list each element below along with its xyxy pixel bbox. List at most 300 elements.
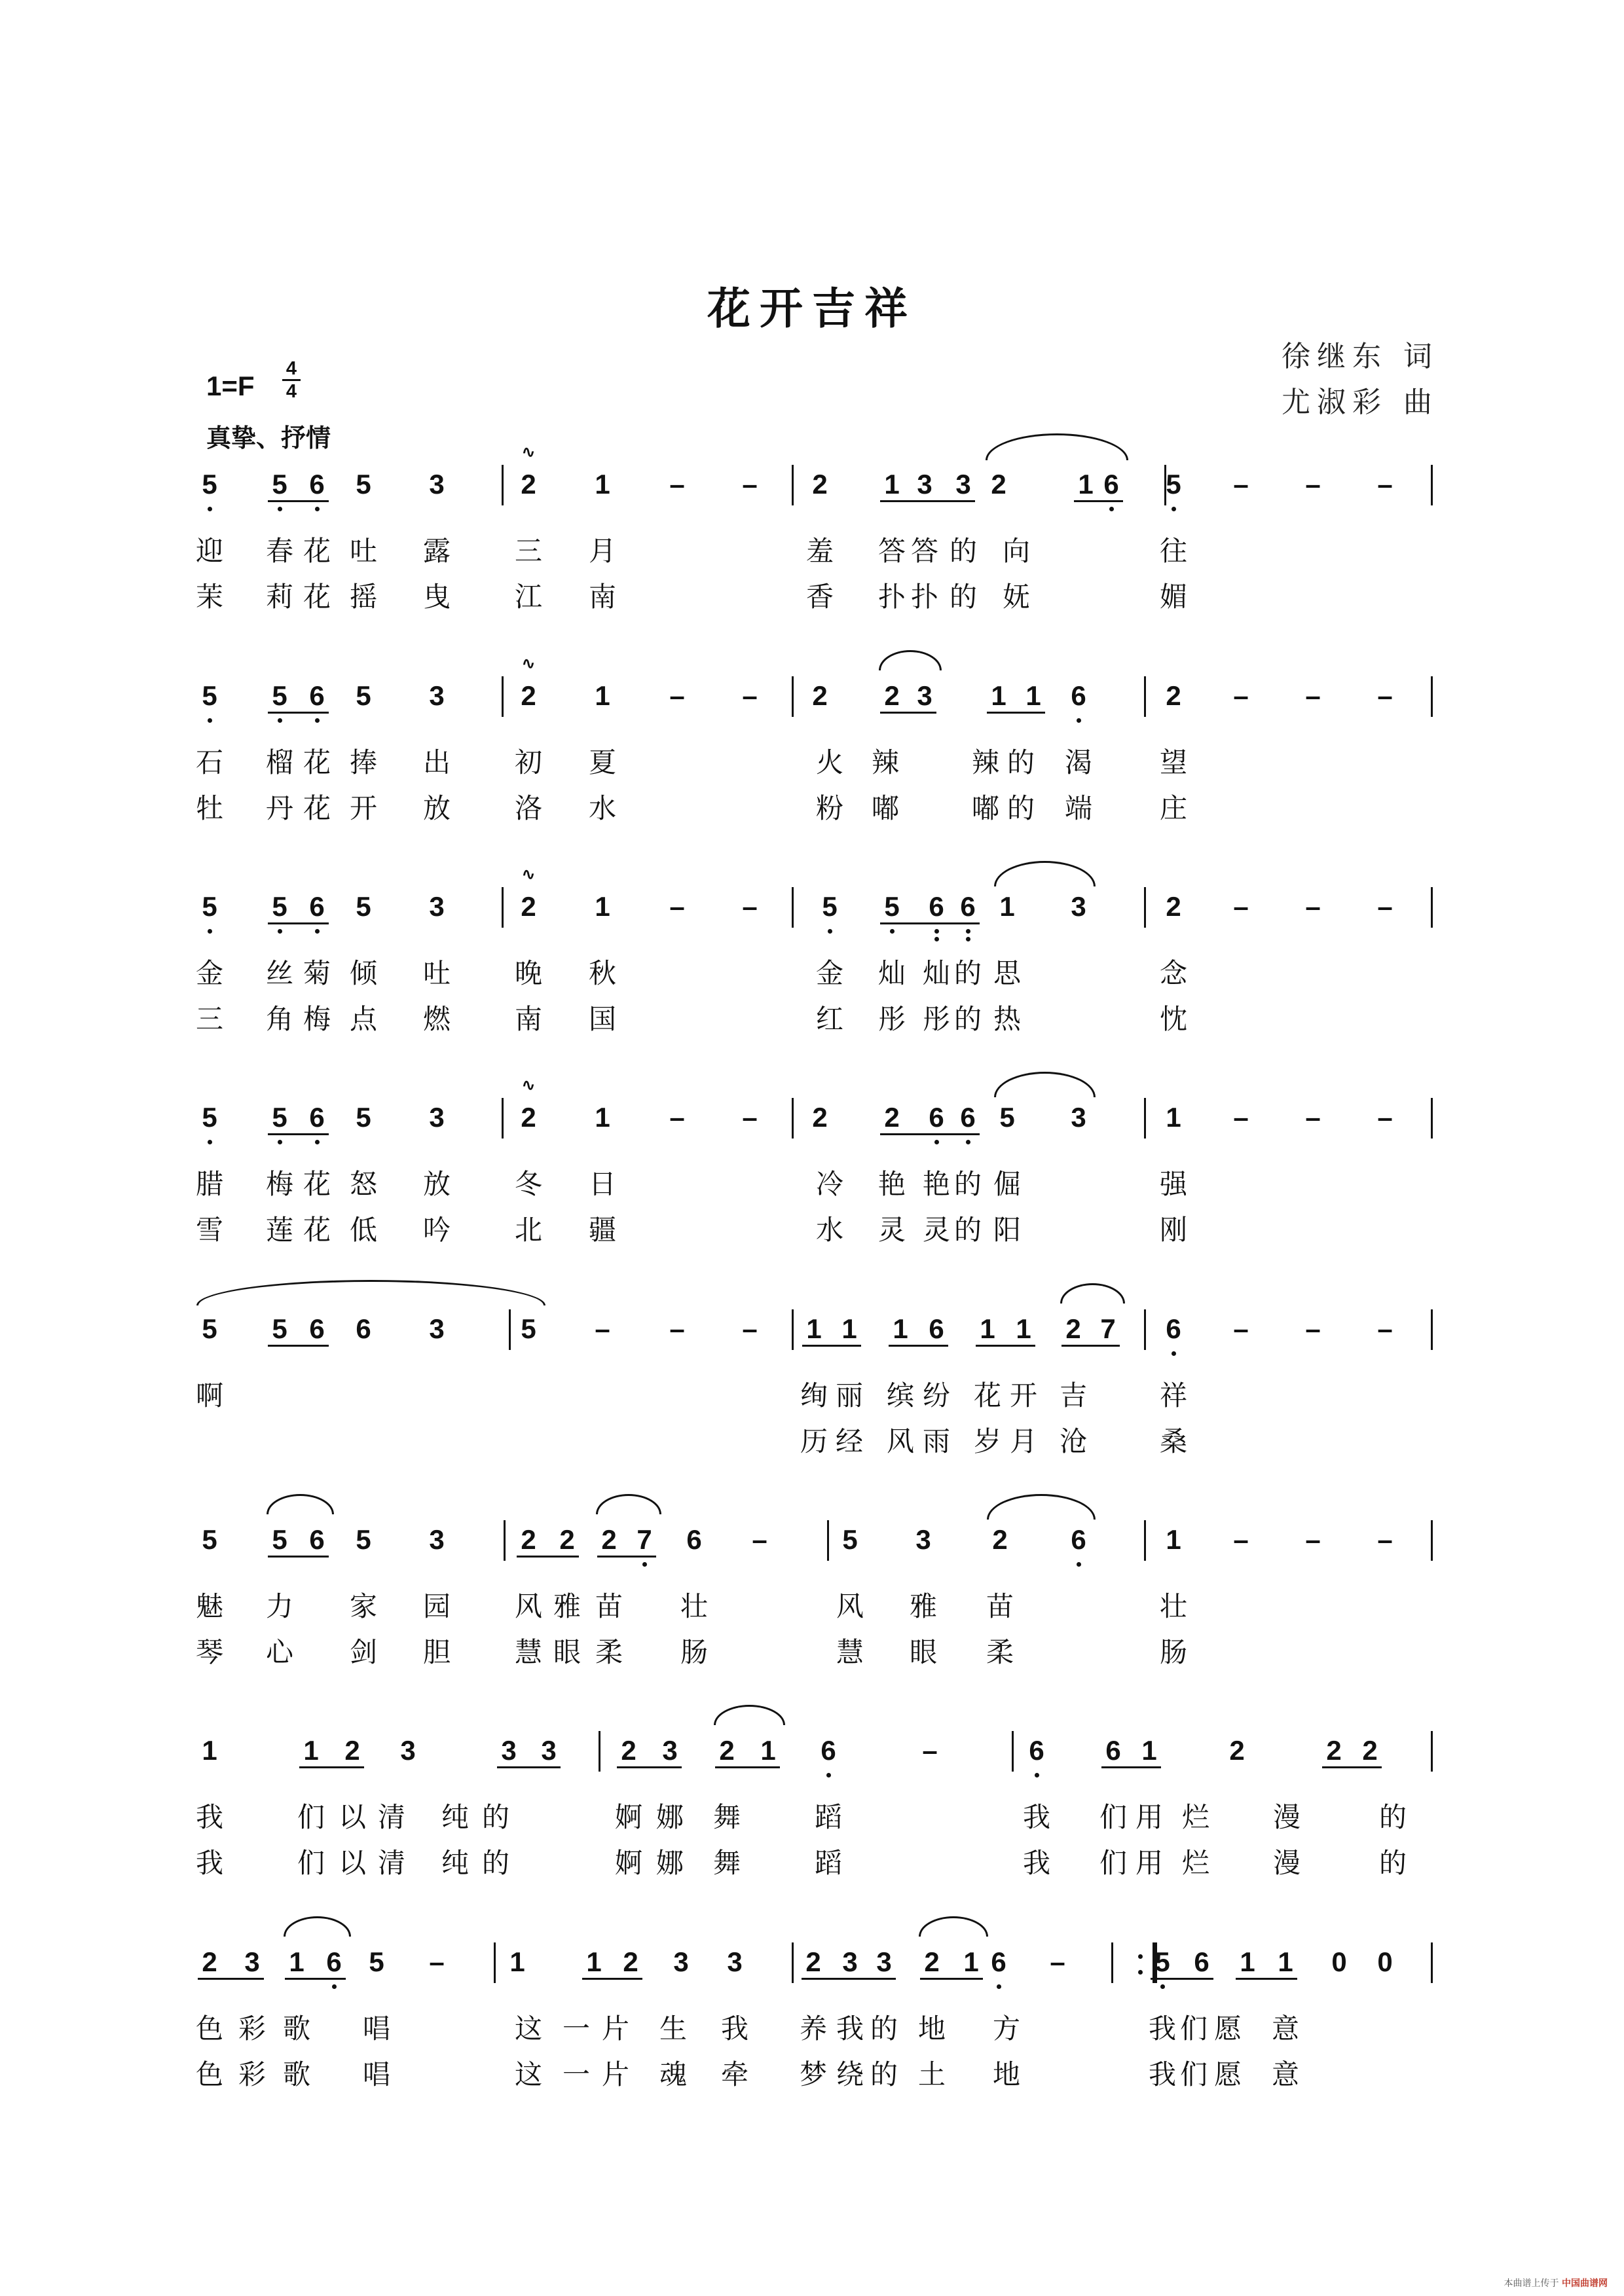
note: 1 — [1025, 680, 1041, 711]
note: 1 — [1240, 1946, 1255, 1977]
note: 1 — [595, 680, 610, 711]
lyric-char: 的 — [481, 1847, 510, 1879]
lyric-char: 历 — [800, 1425, 828, 1457]
lyric-char: 一 — [562, 2058, 591, 2090]
lyric-char: 艳 — [922, 1168, 951, 1200]
eighth-note-beam — [880, 1133, 980, 1135]
lyric-char: 初 — [514, 746, 543, 778]
note: 5 — [272, 1313, 287, 1344]
lyric-char: 艳 — [877, 1168, 906, 1200]
barline — [494, 1942, 496, 1983]
lyric-char: 牵 — [720, 2058, 749, 2090]
octave-dot — [315, 1140, 320, 1144]
eighth-note-beam — [582, 1978, 642, 1980]
octave-dot — [890, 929, 895, 934]
lyric-char: 夏 — [588, 746, 617, 778]
note: 1 — [1278, 1946, 1293, 1977]
note: 3 — [955, 469, 971, 500]
lyric-char: 风 — [514, 1590, 543, 1622]
octave-dot — [1109, 507, 1114, 511]
barline — [792, 465, 794, 505]
lyric-char: 雅 — [553, 1590, 581, 1622]
barline — [1012, 1731, 1014, 1772]
note: 6 — [309, 1524, 325, 1555]
note: 6 — [326, 1946, 342, 1977]
repeat-dot — [1138, 1970, 1143, 1975]
watermark-site: 中国曲谱网 — [1562, 2278, 1608, 2289]
barline — [792, 676, 794, 717]
note: – — [1233, 469, 1249, 500]
octave-dot — [315, 929, 320, 934]
note: – — [429, 1946, 445, 1977]
note: 2 — [812, 1102, 828, 1133]
lyric-char: 歌 — [282, 2058, 311, 2090]
note: 1 — [1166, 1102, 1181, 1133]
lyric-char: 地 — [917, 2013, 946, 2045]
lyric-char: 的 — [953, 1003, 982, 1035]
lyric-char: 园 — [422, 1590, 451, 1622]
note: 5 — [356, 1102, 371, 1133]
note: 3 — [842, 1946, 858, 1977]
lyric-char: 念 — [1159, 957, 1188, 989]
lyric-char: 花 — [973, 1379, 1002, 1412]
octave-dot — [208, 507, 212, 511]
note: 5 — [521, 1313, 536, 1344]
note: 2 — [521, 891, 536, 922]
lyric-char: 倔 — [993, 1168, 1022, 1200]
lyric-char: 烂 — [1181, 1847, 1210, 1879]
note: 6 — [309, 1102, 325, 1133]
lyric-char: 羞 — [805, 535, 834, 567]
note: 6 — [1194, 1946, 1209, 1977]
eighth-note-beam — [268, 712, 329, 714]
score-system — [0, 1313, 1624, 1532]
note: 3 — [876, 1946, 892, 1977]
octave-dot — [315, 507, 320, 511]
lyric-char: 我 — [195, 1847, 224, 1879]
note: – — [752, 1524, 767, 1555]
lyric-char: 辣 — [871, 746, 900, 778]
octave-dot — [828, 929, 832, 934]
note: 1 — [841, 1313, 857, 1344]
lyric-char: 阳 — [993, 1214, 1022, 1246]
note: 2 — [521, 1102, 536, 1133]
lyric-char: 片 — [601, 2013, 630, 2045]
lyric-char: 嘟 — [971, 792, 1000, 824]
lyric-char: 养 — [799, 2013, 828, 2045]
lyric-char: 腊 — [195, 1168, 224, 1200]
lyric-char: 婀 — [614, 1801, 643, 1833]
note: – — [742, 1313, 758, 1344]
lyric-char: 岁 — [973, 1425, 1002, 1457]
tempo-marking: 真挚、抒情 — [206, 424, 331, 452]
lyric-char: 梦 — [799, 2058, 828, 2090]
lyric-char: 唱 — [362, 2058, 391, 2090]
key-signature: 1=F — [206, 371, 255, 401]
eighth-note-beam — [198, 1978, 264, 1980]
lyric-char: 我 — [1022, 1847, 1051, 1879]
end-barline — [1431, 676, 1433, 717]
lyric-char: 桑 — [1159, 1425, 1188, 1457]
eighth-note-beam — [987, 712, 1045, 714]
lyric-char: 忱 — [1159, 1003, 1188, 1035]
lyric-char: 以 — [338, 1847, 367, 1879]
lyric-char: 壮 — [680, 1590, 709, 1622]
octave-dot — [315, 718, 320, 723]
note: 2 — [884, 680, 900, 711]
lyric-char: 吉 — [1059, 1379, 1088, 1412]
lyric-char: 纷 — [922, 1379, 951, 1412]
note: 3 — [673, 1946, 689, 1977]
end-barline — [1431, 1309, 1433, 1350]
eighth-note-beam — [1151, 1978, 1213, 1980]
note: 2 — [884, 1102, 900, 1133]
note: 2 — [1229, 1735, 1245, 1766]
note: 5 — [369, 1946, 384, 1977]
lyric-char: 曳 — [422, 581, 451, 613]
lyric-char: 榴 — [265, 746, 294, 778]
lyric-char: 雪 — [195, 1214, 224, 1246]
score-system — [0, 1946, 1624, 2165]
note: 1 — [760, 1735, 776, 1766]
note: 6 — [1071, 680, 1086, 711]
octave-dot — [934, 1140, 939, 1144]
lyric-char: 意 — [1271, 2013, 1300, 2045]
note: 5 — [202, 1524, 217, 1555]
octave-dot — [826, 1773, 831, 1777]
lyric-char: 辣 — [971, 746, 1000, 778]
note: 2 — [1065, 1313, 1081, 1344]
barline — [792, 1942, 794, 1983]
lyric-char: 花 — [303, 1168, 331, 1200]
lyric-char: 莉 — [265, 581, 294, 613]
eighth-note-beam — [617, 1766, 682, 1768]
lyric-char: 色 — [195, 2013, 224, 2045]
lyric-char: 彩 — [238, 2013, 267, 2045]
octave-dot — [278, 929, 282, 934]
note: 1 — [1078, 469, 1094, 500]
lyric-char: 力 — [265, 1590, 294, 1622]
lyric-char: 开 — [349, 792, 378, 824]
eighth-note-beam — [285, 1978, 346, 1980]
score-title: 花开吉祥 — [707, 283, 917, 334]
lyric-char: 眼 — [909, 1636, 938, 1668]
lyric-char: 肠 — [1159, 1636, 1188, 1668]
lyric-char: 刚 — [1159, 1214, 1188, 1246]
lyric-char: 望 — [1159, 746, 1188, 778]
note: 3 — [400, 1735, 416, 1766]
lyric-char: 彩 — [238, 2058, 267, 2090]
score-system — [0, 443, 1624, 687]
composer-credit: 尤淑彩 曲 — [1282, 386, 1439, 419]
note: 5 — [884, 891, 900, 922]
octave-dot — [642, 1562, 647, 1567]
note: 2 — [805, 1946, 821, 1977]
barline — [1144, 1520, 1146, 1561]
lyric-char: 纯 — [441, 1847, 470, 1879]
eighth-note-beam — [976, 1345, 1035, 1347]
eighth-note-beam — [268, 1345, 329, 1347]
lyric-char: 舞 — [712, 1801, 741, 1833]
note: 0 — [1331, 1946, 1347, 1977]
lyric-char: 漫 — [1272, 1847, 1301, 1879]
barline — [599, 1731, 600, 1772]
lyric-char: 漫 — [1272, 1801, 1301, 1833]
lyric-char: 们 — [297, 1847, 325, 1879]
note: – — [1377, 891, 1393, 922]
lyric-char: 慧 — [836, 1636, 864, 1668]
lyric-char: 妩 — [1002, 581, 1031, 613]
lyric-char: 南 — [514, 1003, 543, 1035]
note: 2 — [601, 1524, 617, 1555]
lyric-char: 出 — [422, 746, 451, 778]
note: 2 — [1326, 1735, 1342, 1766]
lyric-char: 愿 — [1213, 2013, 1242, 2045]
note: 5 — [202, 891, 217, 922]
note: 6 — [1166, 1313, 1181, 1344]
lyric-char: 的 — [949, 535, 978, 567]
lyric-char: 绚 — [800, 1379, 828, 1412]
note: 2 — [719, 1735, 735, 1766]
end-barline — [1431, 1098, 1433, 1139]
lyric-char: 灿 — [922, 957, 951, 989]
note: 1 — [1166, 1524, 1181, 1555]
barline — [1144, 1309, 1146, 1350]
note: 3 — [1071, 891, 1086, 922]
lyric-char: 的 — [1006, 746, 1035, 778]
note: 3 — [429, 1102, 445, 1133]
eighth-note-beam — [268, 500, 329, 502]
end-barline — [1431, 1520, 1433, 1561]
lyric-char: 生 — [659, 2013, 688, 2045]
lyric-char: 的 — [481, 1801, 510, 1833]
score-system — [0, 1524, 1624, 1743]
note: 2 — [344, 1735, 360, 1766]
lyric-char: 唱 — [362, 2013, 391, 2045]
lyric-char: 用 — [1135, 1847, 1164, 1879]
note: 1 — [999, 891, 1015, 922]
note: 3 — [917, 469, 932, 500]
note: – — [1233, 1524, 1249, 1555]
lyric-char: 啊 — [195, 1379, 224, 1412]
lyric-char: 答 — [877, 535, 906, 567]
note: 6 — [309, 891, 325, 922]
note: – — [742, 1102, 758, 1133]
lyric-char: 们 — [1179, 2013, 1208, 2045]
note: 2 — [1166, 680, 1181, 711]
lyric-char: 金 — [815, 957, 844, 989]
lyric-char: 冬 — [514, 1168, 543, 1200]
lyric-char: 吟 — [422, 1214, 451, 1246]
note: 0 — [1377, 1946, 1393, 1977]
note: 5 — [272, 1524, 287, 1555]
score-system — [0, 654, 1624, 899]
note: 2 — [991, 469, 1006, 500]
note: – — [742, 469, 758, 500]
lyric-char: 的 — [953, 1214, 982, 1246]
lyric-char: 媚 — [1159, 581, 1188, 613]
lyric-char: 花 — [303, 535, 331, 567]
lyric-char: 低 — [349, 1214, 378, 1246]
octave-dot — [278, 1140, 282, 1144]
note: – — [669, 1313, 685, 1344]
note: 6 — [1029, 1735, 1044, 1766]
note: 6 — [356, 1313, 371, 1344]
lyric-char: 花 — [303, 746, 331, 778]
tie-slur — [986, 433, 1128, 460]
lyric-char: 婀 — [614, 1847, 643, 1879]
eighth-note-beam — [802, 1345, 861, 1347]
note: 1 — [595, 469, 610, 500]
lyric-char: 这 — [514, 2058, 543, 2090]
note: 1 — [202, 1735, 217, 1766]
lyric-char: 柔 — [595, 1636, 623, 1668]
end-barline — [1431, 1942, 1433, 1983]
note: – — [1377, 1313, 1393, 1344]
note: 3 — [917, 680, 932, 711]
lyric-char: 片 — [601, 2058, 630, 2090]
lyric-char: 往 — [1159, 535, 1188, 567]
barline — [502, 465, 504, 505]
lyric-char: 答 — [910, 535, 939, 567]
lyric-char: 南 — [588, 581, 617, 613]
lyric-char: 烂 — [1181, 1801, 1210, 1833]
eighth-note-beam — [880, 712, 936, 714]
note: 2 — [924, 1946, 940, 1977]
note: 5 — [202, 1102, 217, 1133]
barline — [1144, 1098, 1146, 1139]
octave-dot — [208, 718, 212, 723]
note: 2 — [621, 1735, 637, 1766]
lyric-char: 秋 — [588, 957, 617, 989]
lyric-char: 经 — [835, 1425, 864, 1457]
note: 6 — [1103, 469, 1119, 500]
note: 1 — [586, 1946, 602, 1977]
note: 6 — [309, 680, 325, 711]
note: – — [669, 680, 685, 711]
score-system — [0, 865, 1624, 1110]
lyric-char: 琴 — [195, 1636, 224, 1668]
note: 1 — [303, 1735, 319, 1766]
end-barline — [1431, 887, 1433, 928]
note: – — [1305, 1524, 1321, 1555]
note: – — [1377, 469, 1393, 500]
lyric-char: 梅 — [303, 1003, 331, 1035]
note: 6 — [960, 1102, 976, 1133]
lyric-char: 月 — [588, 535, 617, 567]
lyric-char: 嘟 — [871, 792, 900, 824]
lyric-char: 我 — [836, 2013, 864, 2045]
lyric-char: 石 — [195, 746, 224, 778]
lyric-char: 的 — [870, 2058, 898, 2090]
note: 5 — [356, 891, 371, 922]
time-signature-top: 4 — [286, 358, 297, 379]
lyric-char: 壮 — [1159, 1590, 1188, 1622]
lyric-char: 我 — [1148, 2013, 1177, 2045]
lyric-char: 日 — [588, 1168, 617, 1200]
lyric-char: 们 — [297, 1801, 325, 1833]
lyric-char: 们 — [1099, 1847, 1128, 1879]
lyric-char: 沧 — [1059, 1425, 1088, 1457]
lyric-char: 晚 — [514, 957, 543, 989]
note: 1 — [595, 891, 610, 922]
lyric-char: 彤 — [877, 1003, 906, 1035]
eighth-note-beam — [1074, 500, 1123, 502]
lyric-char: 清 — [377, 1847, 406, 1879]
lyric-char: 歌 — [282, 2013, 311, 2045]
lyric-char: 花 — [303, 792, 331, 824]
lyric-char: 梅 — [265, 1168, 294, 1200]
eighth-note-beam — [517, 1556, 579, 1558]
octave-dot — [934, 929, 939, 934]
note: 5 — [272, 1102, 287, 1133]
note: – — [1305, 680, 1321, 711]
lyric-char: 家 — [349, 1590, 378, 1622]
note: – — [1305, 1313, 1321, 1344]
note: 5 — [272, 891, 287, 922]
octave-dot — [208, 929, 212, 934]
barline — [504, 1520, 506, 1561]
note: 3 — [727, 1946, 743, 1977]
octave-dot — [1172, 507, 1176, 511]
lyric-char: 纯 — [441, 1801, 470, 1833]
eighth-note-beam — [1101, 1766, 1161, 1768]
lyric-char: 丹 — [265, 792, 294, 824]
lyric-char: 火 — [815, 746, 844, 778]
octave-dot — [1035, 1773, 1039, 1777]
octave-dot — [1077, 718, 1081, 723]
score-system — [0, 1735, 1624, 1954]
lyric-char: 渴 — [1064, 746, 1093, 778]
octave-dot — [966, 1140, 970, 1144]
note: 6 — [309, 469, 325, 500]
note: 2 — [623, 1946, 638, 1977]
lyric-char: 风 — [836, 1590, 864, 1622]
note: – — [595, 1313, 610, 1344]
barline — [827, 1520, 829, 1561]
octave-dot — [1172, 1351, 1176, 1356]
barline — [502, 676, 504, 717]
lyric-char: 祥 — [1159, 1379, 1188, 1412]
lyric-char: 牡 — [195, 792, 224, 824]
barline — [792, 1098, 794, 1139]
note: 6 — [821, 1735, 836, 1766]
end-barline — [1431, 465, 1433, 505]
barline — [502, 1098, 504, 1139]
eighth-note-beam — [268, 922, 329, 924]
note: – — [1233, 680, 1249, 711]
lyric-char: 缤 — [886, 1379, 915, 1412]
eighth-note-beam — [268, 1133, 329, 1135]
trill-icon: ∿ — [521, 443, 536, 462]
note: – — [742, 891, 758, 922]
lyric-char: 菊 — [303, 957, 331, 989]
octave-dot — [208, 1140, 212, 1144]
trill-icon: ∿ — [521, 865, 536, 884]
lyric-char: 三 — [514, 535, 543, 567]
lyric-char: 丝 — [265, 957, 294, 989]
lyric-char: 我 — [1148, 2058, 1177, 2090]
lyric-char: 胆 — [422, 1636, 451, 1668]
note: 1 — [595, 1102, 610, 1133]
note: 3 — [1071, 1102, 1086, 1133]
lyric-char: 倾 — [349, 957, 378, 989]
lyric-char: 用 — [1135, 1801, 1164, 1833]
note: 6 — [686, 1524, 702, 1555]
lyric-char: 洛 — [514, 792, 543, 824]
lyric-char: 魅 — [195, 1590, 224, 1622]
note: – — [1377, 1524, 1393, 1555]
